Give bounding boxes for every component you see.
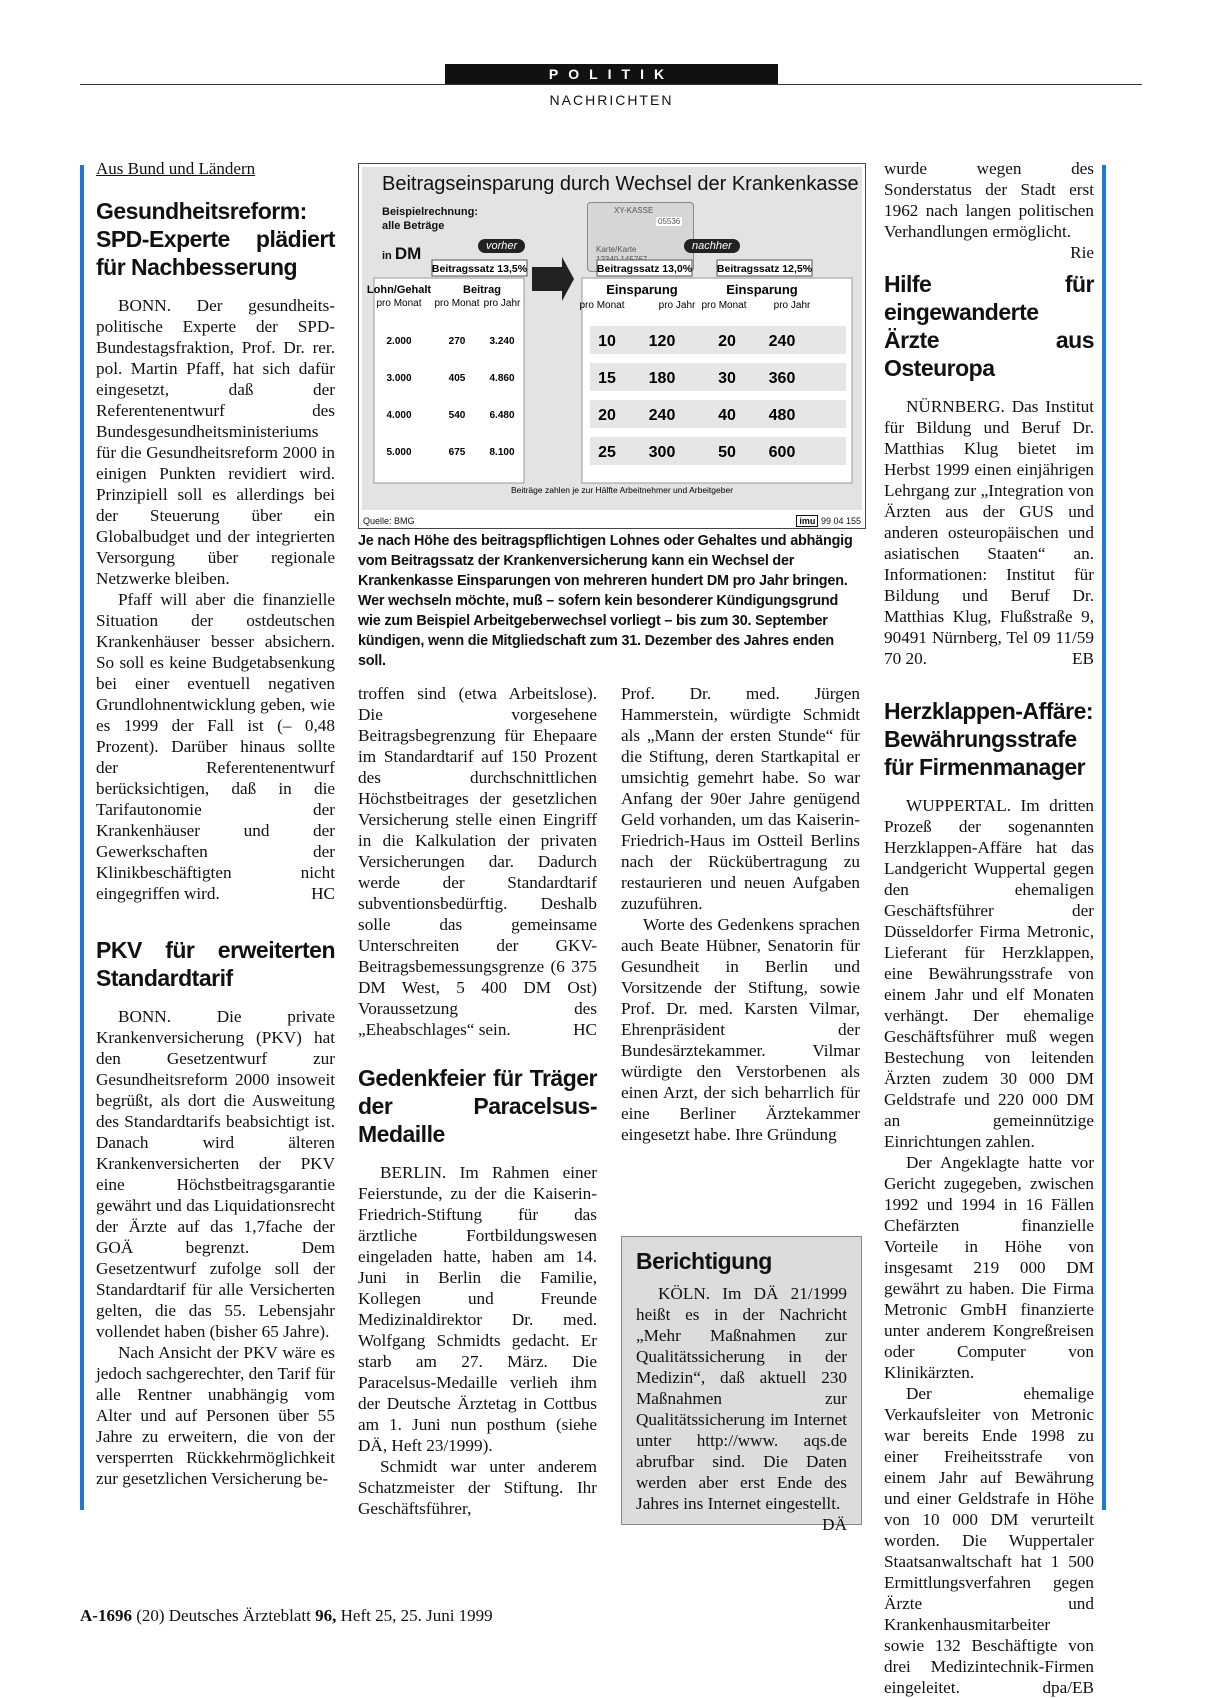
- box-headline: Berichtigung: [636, 1248, 772, 1274]
- col-header-einsparung: Einsparung: [726, 282, 798, 297]
- cell-e125-year: 240: [768, 333, 796, 350]
- paragraph: Der ehemalige Verkaufsleiter von Metronic war bereits Ende 1998 zu einer Freiheitsstrafe von einem Jahr auf Bewährung und einer Geldstrafe in Höhe von 10 000 DM verurteilt worden. Die Wuppertaler Staatsanwaltschaft hat 1 500 Ermittlungsverfahren gegen Ärzte und Krankenhausmitarbeiter sowie 132 Beschäftigte von drei Medizintechnik-Firmen eingeleitet. dpa/EB: [884, 1384, 1094, 1697]
- chart-subtitle: Beispielrechnung: alle Beträge: [382, 206, 478, 232]
- col-header-month: pro Monat: [701, 300, 747, 311]
- chart-id: imu 99 04 155: [796, 516, 861, 526]
- headline-gedenkfeier: Gedenkfeier für Träger der Paracelsus-Medaille: [358, 1065, 597, 1147]
- cell-beitrag-month: 540: [448, 410, 466, 421]
- paragraph: Pfaff will aber die finanzielle Situation der ostdeutschen Krankenhäuser besser absichern. So soll es keine Budgetabsenkung bei einer eventuell negativen Grundlohnentwicklung geben, wie es 1999 der Fall ist (– 0,48 Prozent). Darüber hinaus sollte der Referentenentwurf berücksichtigen, daß in die Tarifautonomie der Krankenhäuser und der Gewerkschaften der Klinikbeschäftigten nicht eingegriffen wird. HC: [96, 590, 335, 903]
- group-header: Beitragssatz 13,5%: [431, 263, 528, 275]
- cell-e125-month: 50: [718, 444, 736, 461]
- column-2: [358, 683, 597, 1519]
- cell-e13-year: 180: [648, 370, 676, 387]
- cell-e13-month: 20: [598, 407, 616, 424]
- chart-note: Beiträge zahlen je zur Hälfte Arbeitnehmer und Arbeitgeber: [510, 485, 734, 495]
- cell-e125-month: 20: [718, 333, 736, 350]
- cell-e13-month: 10: [598, 333, 616, 350]
- chart-footer: [363, 516, 861, 526]
- page-number: A-1696: [80, 1606, 132, 1625]
- cell-e13-month: 25: [598, 444, 616, 461]
- cell-income: 4.000: [386, 410, 412, 421]
- headline-herzklappen: Herzklappen-Affäre: Bewährungsstrafe für Firmenmanager: [884, 698, 1094, 780]
- cell-beitrag-month: 675: [448, 447, 466, 458]
- card-reader-illustration: XY-KASSE 05536 Karte/Karte: [587, 202, 694, 272]
- paragraph: BONN. Die private Krankenversicherung (PKV) hat den Gesetzentwurf zur Gesundheitsreform 2000 insoweit begrüßt, als dort die Ausweitung des Standardtarifs beabsichtigt ist. Danach wird älteren Krankenversicherten der PKV eine Höchstbeitragsgarantie gewährt und das Liquidationsrecht der Ärzte auf das 1,7fache der GOÄ begrenzt. Dem Gesetzentwurf zufolge soll der Standardtarif für alle Versicherten gelten, die das 55. Lebensjahr vollendet haben (bisher 65 Jahre).: [96, 1007, 335, 1341]
- cell-income: 2.000: [386, 336, 412, 347]
- arrow-icon: [532, 257, 574, 301]
- cell-e125-year: 360: [768, 370, 796, 387]
- cell-e13-year: 240: [648, 407, 676, 424]
- cell-beitrag-year: 3.240: [489, 336, 515, 347]
- cell-income: 3.000: [386, 373, 412, 384]
- cell-beitrag-year: 4.860: [489, 373, 515, 384]
- chart-table: [362, 167, 862, 510]
- col-header-month: pro Monat: [434, 298, 480, 309]
- col-header-year: pro Jahr: [483, 298, 521, 309]
- col-header-income-sub: pro Monat: [376, 298, 422, 309]
- col-header-income: Lohn/Gehalt: [366, 284, 432, 296]
- label-after: nachher: [684, 239, 740, 253]
- cell-e125-month: 30: [718, 370, 736, 387]
- paragraph: wurde wegen des Sonderstatus der Stadt erst 1962 nach langen politischen Verhandlungen ermöglicht. Rie: [884, 159, 1094, 262]
- col-header-einsparung: Einsparung: [606, 282, 678, 297]
- column-3: [621, 683, 860, 1145]
- paragraph: troffen sind (etwa Arbeitslose). Die vorgesehene Beitragsbegrenzung für Ehepaare im Standardtarif auf 150 Prozent des durchschnittlichen Höchstbeitrages der gesetzlichen Versicherung stelle einen Eingriff in die Kalkulation der privaten Versicherungen dar. Dadurch werde der Standardtarif subventionsbedürftig. Deshalb solle das gemeinsame Unterschreiten der GKV-Beitragsbemessungsgrenze (6 375 DM West, 5 400 DM Ost) Voraussetzung des „Eheabschlages“ sein. HC: [358, 684, 597, 1039]
- infographic: [358, 163, 866, 529]
- cell-beitrag-year: 8.100: [489, 447, 515, 458]
- column-4: [884, 158, 1094, 1698]
- cell-e125-month: 40: [718, 407, 736, 424]
- subsection-label: NACHRICHTEN: [549, 92, 674, 108]
- section-label: POLITIK: [445, 64, 778, 84]
- column-marker-right: [1102, 165, 1106, 1510]
- col-header-month: pro Monat: [579, 300, 625, 311]
- page-footer: A-1696 (20) Deutsches Ärzteblatt 96, Heft 25, 25. Juni 1999: [80, 1606, 493, 1625]
- cell-income: 5.000: [386, 447, 412, 458]
- cell-e125-year: 480: [768, 407, 796, 424]
- paragraph: NÜRNBERG. Das Institut für Bildung und Beruf Dr. Matthias Klug bietet im Herbst 1999 einen einjährigen Lehrgang zur „Integration von Ärzten aus der GUS und anderen osteuropäischen und asiatischen Staaten“ an. Informationen: Institut für Bildung und Beruf Dr. Matthias Klug, Flußstraße 9, 90491 Nürnberg, Tel 09 11/59 70 20. EB: [884, 397, 1094, 668]
- col-header-beitrag: Beitrag: [463, 284, 501, 296]
- paragraph: BONN. Der gesundheits-politische Experte der SPD-Bundestagsfraktion, Prof. Dr. rer. pol. Martin Pfaff, hat sich dafür eingesetzt, daß der Referentenentwurf des Bundesgesundheitsministeriums für die Gesundheitsreform 2000 in einigen Punkten revidiert wird. Prinzipiell soll es allerdings bei der Steuerung über ein Globalbudget und der integrierten Versorgung über regionale Netzwerke bleiben.: [96, 296, 335, 588]
- author-signature: Rie: [1070, 243, 1094, 262]
- cell-beitrag-month: 405: [448, 373, 466, 384]
- paragraph: Der Angeklagte hatte vor Gericht zugegeben, zwischen 1992 und 1994 in 16 Fällen Chefärzten finanzielle Vorteile in Höhe von insgesamt 219 000 DM gewährt zu haben. Die Firma Metronic GmbH finanzierte unter anderem Kongreßreisen oder Computer von Klinikärzten.: [884, 1153, 1094, 1382]
- box-text: KÖLN. Im DÄ 21/1999 heißt es in der Nachricht „Mehr Maßnahmen zur Qualitätssicherung in der Medizin“, daß aktuell 230 Maßnahmen zur Qualitätssicherung im Internet unter http://www. aqs.de abrufbar sind. Die Daten werden aber erst Ende des Jahres ins Internet eingestellt. DÄ: [636, 1284, 847, 1534]
- cell-e13-year: 120: [648, 333, 676, 350]
- cell-e13-year: 300: [648, 444, 676, 461]
- paragraph: Schmidt war unter anderem Schatzmeister der Stiftung. Ihr Geschäftsführer,: [358, 1457, 597, 1518]
- author-signature: dpa/EB: [1042, 1678, 1094, 1697]
- group-header: Beitragssatz 12,5%: [716, 263, 813, 275]
- paragraph: Prof. Dr. med. Jürgen Hammerstein, würdigte Schmidt als „Mann der ersten Stunde“ für die Stiftung, deren Startkapital er umsichtig gemehrt habe. So war Anfang der 90er Jahre genügend Geld vorhanden, um das Kaiserin-Friedrich-Haus im Ostteil Berlins nach der Rückübertragung zu restaurieren und neuen Aufgaben zuzuführen.: [621, 684, 860, 913]
- headline-hilfe: Hilfe für eingewanderte Ärzte aus Osteuropa: [884, 271, 1094, 381]
- group-header: Beitragssatz 13,0%: [596, 263, 693, 275]
- cell-e125-year: 600: [768, 444, 796, 461]
- paragraph: Worte des Gedenkens sprachen auch Beate Hübner, Senatorin für Gesundheit in Berlin und Vorsitzende der Stiftung, sowie Prof. Dr. med. Karsten Vilmar, Ehrenpräsident der Bundesärztekammer. Vilmar würdigte den Verstorbenen als einen Arzt, der sich beharrlich für eine Berliner Ärztekammer eingesetzt habe. Ihre Gründung: [621, 915, 860, 1144]
- cell-beitrag-month: 270: [448, 336, 466, 347]
- paragraph: Nach Ansicht der PKV wäre es jedoch sachgerechter, den Tarif für alle Rentner unabhängig vom Alter und auf Personen über 55 Jahre zu erweitern, die von der versperrten Rückkehrmöglichkeit zur gesetzlichen Versicherung be-: [96, 1343, 335, 1488]
- col-header-year: pro Jahr: [773, 300, 811, 311]
- paragraph: WUPPERTAL. Im dritten Prozeß der sogenannten Herzklappen-Affäre hat das Landgericht Wuppertal gegen den ehemaligen Geschäftsführer der Düsseldorfer Firma Metronic, Lieferant für Herzklappen, eine Bewährungsstrafe von einem Jahr und elf Monaten verhängt. Der ehemalige Geschäftsführer muß wegen Bestechung von leitenden Ärzten zudem 30 000 DM Geldstrafe und 220 000 DM an gemeinnützige Einrichtungen zahlen.: [884, 796, 1094, 1151]
- cell-beitrag-year: 6.480: [489, 410, 515, 421]
- column-marker-left: [80, 165, 84, 1510]
- author-signature: EB: [1072, 649, 1094, 668]
- headline-gesundheitsreform: Gesundheitsreform: SPD-Experte plädiert für Nachbesserung: [96, 198, 335, 280]
- headline-pkv: PKV für erweiterten Standardtarif: [96, 937, 335, 991]
- chart-panel: [362, 167, 862, 510]
- col-header-year: pro Jahr: [658, 300, 696, 311]
- chart-title: Beitragseinsparung durch Wechsel der Krankenkasse: [382, 173, 859, 195]
- chart-unit: in DM: [382, 244, 422, 263]
- correction-box: [621, 1236, 862, 1534]
- chart-caption: Je nach Höhe des beitragspflichtigen Lohnes oder Gehaltes und abhängig vom Beitragssatz der Krankenversicherung kann ein Wechsel der Krankenkasse Einsparungen von mehreren hundert DM pro Jahr bringen. Wer wechseln möchte, muß – sofern kein besonderer Kündigungsgrund wie zum Beispiel Arbeitgeberwechsel vorliegt – bis zum 30. September kündigen, wenn die Mitgliedschaft zum 31. Dezember des Jahres enden soll.: [358, 533, 853, 669]
- paragraph: BERLIN. Im Rahmen einer Feierstunde, zu der die Kaiserin-Friedrich-Stiftung für das ärztliche Fortbildungswesen eingeladen hatte, haben am 14. Juni in Berlin die Familie, Kollegen und Freunde Medizinaldirektor Dr. med. Wolfgang Schmidts gedacht. Er starb am 27. März. Die Paracelsus-Medaille verlieh ihm der Deutsche Ärztetag in Cottbus am 1. Juni nun posthum (siehe DÄ, Heft 23/1999).: [358, 1163, 597, 1455]
- label-before: vorher: [478, 239, 525, 253]
- cell-e13-month: 15: [598, 370, 616, 387]
- author-signature: HC: [311, 884, 335, 903]
- kicker: Aus Bund und Ländern: [96, 159, 256, 178]
- header-rule: [80, 84, 1142, 85]
- author-signature: HC: [573, 1020, 597, 1039]
- column-1: [96, 158, 335, 1489]
- chart-source: Quelle: BMG: [363, 516, 415, 526]
